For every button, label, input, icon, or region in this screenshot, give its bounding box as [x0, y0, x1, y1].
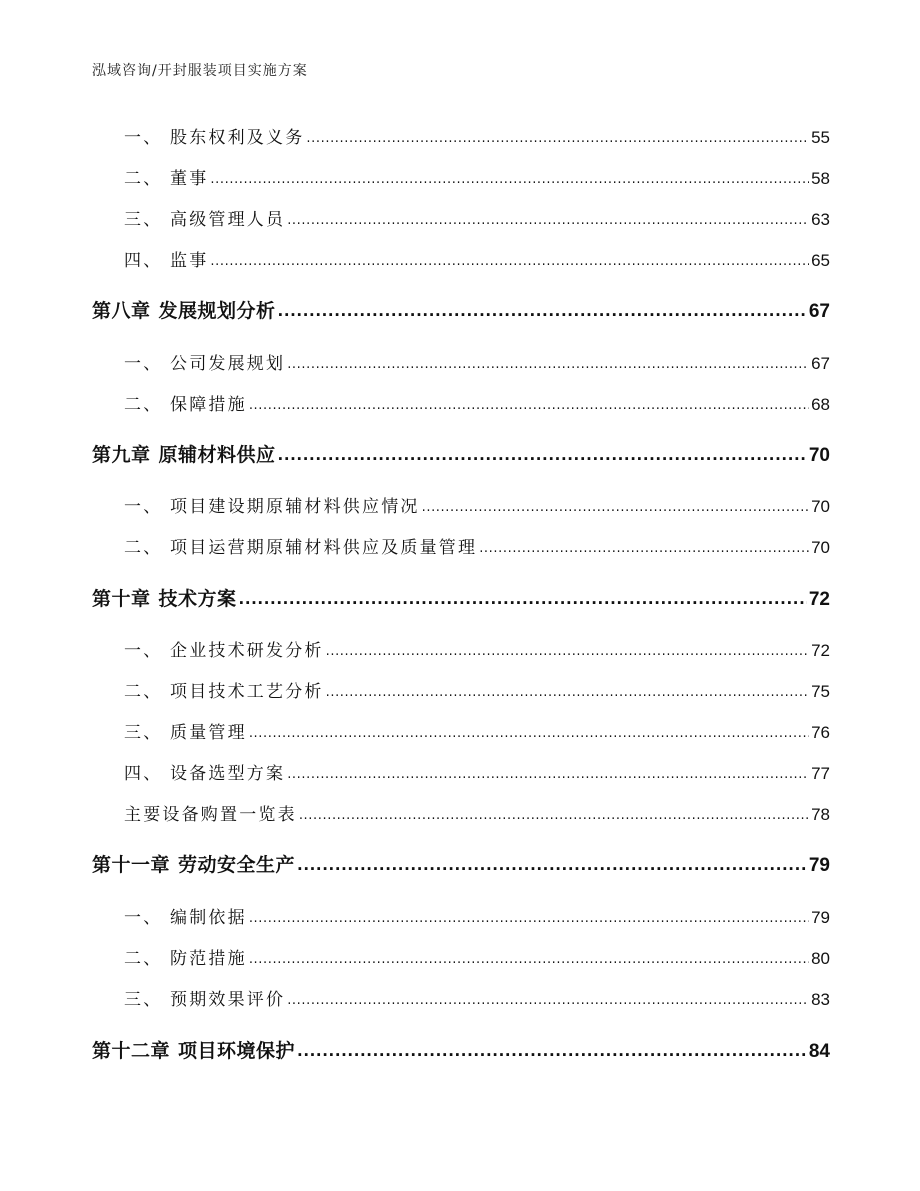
dot-leader: [297, 1039, 807, 1061]
toc-entry-text: 股东权利及义务: [170, 128, 305, 148]
dot-leader: [422, 496, 809, 516]
toc-entry-number: 二、: [124, 949, 163, 969]
toc-entry-page: 72: [811, 641, 830, 660]
toc-entry-text: 项目建设期原辅材料供应情况: [170, 497, 420, 517]
toc-entry-title: [92, 123, 304, 148]
toc-entry[interactable]: [92, 246, 830, 271]
toc-chapter-number: 第十章: [92, 588, 151, 610]
toc-entry-number: 一、: [124, 128, 163, 148]
toc-entry[interactable]: [92, 944, 830, 969]
toc-entry-number: 二、: [124, 169, 163, 189]
toc-chapter-entry[interactable]: [92, 1036, 830, 1063]
toc-entry-number: 一、: [124, 908, 163, 928]
dot-leader: [249, 722, 809, 742]
toc-chapter-text: 项目环境保护: [178, 1040, 296, 1062]
dot-leader: [299, 804, 809, 824]
toc-entry[interactable]: [92, 800, 830, 825]
toc-entry[interactable]: [92, 533, 830, 558]
toc-entry-text: 公司发展规划: [170, 354, 286, 374]
running-header: 泓域咨询/开封服装项目实施方案: [92, 63, 308, 79]
toc-entry-page: 68: [811, 395, 830, 414]
toc-entry-number: 二、: [124, 538, 163, 558]
toc-entry-page: 70: [811, 497, 830, 516]
toc-entry-number: 四、: [124, 764, 163, 784]
toc-entry-title: [92, 944, 247, 969]
toc-entry[interactable]: [92, 164, 830, 189]
toc-entry-title: [92, 246, 208, 271]
toc-entry[interactable]: [92, 390, 830, 415]
toc-entry-page: 75: [811, 682, 830, 701]
toc-chapter-page: 70: [808, 445, 830, 466]
toc-entry-number: 三、: [124, 723, 163, 743]
toc-entry-page: 77: [811, 764, 830, 783]
toc-chapter-page: 72: [808, 589, 830, 610]
toc-entry-text: 保障措施: [170, 395, 247, 415]
toc-chapter-title: [92, 1036, 295, 1063]
toc-chapter-page: 67: [808, 301, 830, 322]
toc-entry-number: 一、: [124, 354, 163, 374]
toc-entry-title: [92, 903, 247, 928]
toc-entry-text: 项目运营期原辅材料供应及质量管理: [170, 538, 478, 558]
toc-chapter-number: 第九章: [92, 444, 151, 466]
toc-chapter-text: 原辅材料供应: [158, 444, 276, 466]
toc-chapter-text: 发展规划分析: [158, 300, 276, 322]
toc-chapter-text: 劳动安全生产: [178, 854, 296, 876]
toc-chapter-number: 第十二章: [92, 1040, 171, 1062]
dot-leader: [287, 763, 809, 783]
toc-chapter-entry[interactable]: [92, 296, 830, 323]
toc-chapter-page: 79: [808, 855, 830, 876]
toc-chapter-title: [92, 850, 295, 877]
toc-entry-page: 70: [811, 538, 830, 557]
toc-chapter-entry[interactable]: [92, 850, 830, 877]
toc-entry-page: 55: [811, 128, 830, 147]
toc-entry[interactable]: [92, 903, 830, 928]
toc-entry-title: [92, 759, 285, 784]
toc-entry-title: [92, 164, 208, 189]
toc-entry-text: 设备选型方案: [170, 764, 286, 784]
dot-leader: [210, 168, 809, 188]
toc-entry-title: [92, 677, 324, 702]
toc-entry-text: 质量管理: [170, 723, 247, 743]
toc-entry-text: 董事: [170, 169, 209, 189]
toc-entry[interactable]: [92, 123, 830, 148]
toc-entry-text: 项目技术工艺分析: [170, 682, 324, 702]
toc-entry-title: [92, 492, 420, 517]
toc-entry-title: [92, 390, 247, 415]
toc-entry-page: 63: [811, 210, 830, 229]
toc-chapter-title: [92, 440, 276, 467]
toc-entry-title: [92, 205, 285, 230]
dot-leader: [278, 443, 807, 465]
toc-entry-text: 防范措施: [170, 949, 247, 969]
toc-entry-text: 主要设备购置一览表: [124, 805, 297, 825]
toc-entry[interactable]: [92, 205, 830, 230]
table-of-contents: [92, 0, 830, 1191]
toc-entry-page: 83: [811, 990, 830, 1009]
toc-entry-title: [92, 349, 285, 374]
toc-entry-title: [92, 985, 285, 1010]
dot-leader: [210, 250, 809, 270]
toc-entry-number: 一、: [124, 641, 163, 661]
toc-entry-page: 65: [811, 251, 830, 270]
toc-entry-number: 二、: [124, 682, 163, 702]
toc-entry-page: 80: [811, 949, 830, 968]
dot-leader: [306, 127, 809, 147]
dot-leader: [278, 299, 807, 321]
toc-entry-page: 79: [811, 908, 830, 927]
toc-chapter-title: [92, 584, 237, 611]
toc-entry[interactable]: [92, 349, 830, 374]
toc-entry-text: 预期效果评价: [170, 990, 286, 1010]
dot-leader: [479, 537, 809, 557]
toc-entry-number: 三、: [124, 990, 163, 1010]
toc-entry[interactable]: [92, 985, 830, 1010]
toc-chapter-title: [92, 296, 276, 323]
dot-leader: [326, 681, 809, 701]
toc-entry-number: 四、: [124, 251, 163, 271]
dot-leader: [297, 853, 807, 875]
toc-entry-title: [92, 636, 324, 661]
toc-chapter-entry[interactable]: [92, 440, 830, 467]
dot-leader: [326, 640, 809, 660]
dot-leader: [249, 394, 809, 414]
dot-leader: [287, 209, 809, 229]
toc-entry[interactable]: [92, 677, 830, 702]
toc-chapter-entry[interactable]: [92, 584, 830, 611]
toc-entry-title: [92, 800, 297, 825]
dot-leader: [249, 948, 809, 968]
toc-chapter-number: 第八章: [92, 300, 151, 322]
dot-leader: [287, 989, 809, 1009]
dot-leader: [287, 353, 809, 373]
toc-chapter-number: 第十一章: [92, 854, 171, 876]
toc-entry[interactable]: [92, 718, 830, 743]
toc-entry-number: 一、: [124, 497, 163, 517]
toc-chapter-page: 84: [808, 1041, 830, 1062]
toc-entry[interactable]: [92, 492, 830, 517]
toc-entry-number: 三、: [124, 210, 163, 230]
toc-entry-text: 监事: [170, 251, 209, 271]
toc-entry-page: 78: [811, 805, 830, 824]
toc-entry-text: 编制依据: [170, 908, 247, 928]
dot-leader: [249, 907, 809, 927]
toc-entry-text: 高级管理人员: [170, 210, 286, 230]
toc-entry-page: 76: [811, 723, 830, 742]
toc-entry-page: 58: [811, 169, 830, 188]
toc-entry-number: 二、: [124, 395, 163, 415]
toc-entry-title: [92, 533, 477, 558]
toc-entry[interactable]: [92, 636, 830, 661]
toc-entry-page: 67: [811, 354, 830, 373]
toc-chapter-text: 技术方案: [158, 588, 237, 610]
toc-entry[interactable]: [92, 759, 830, 784]
toc-entry-title: [92, 718, 247, 743]
dot-leader: [239, 587, 807, 609]
toc-entry-text: 企业技术研发分析: [170, 641, 324, 661]
